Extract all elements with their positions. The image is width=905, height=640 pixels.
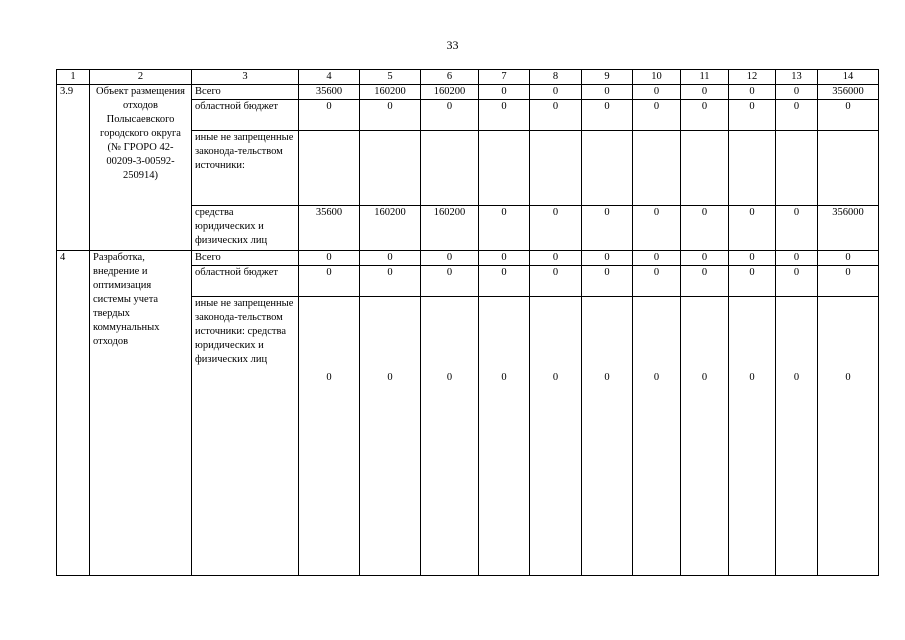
table-row <box>57 85 879 100</box>
column-header: 8 <box>530 70 582 85</box>
table-cell <box>421 131 479 206</box>
table-cell: 0 <box>729 251 776 266</box>
table-cell: 0 <box>299 100 360 131</box>
table-cell: 0 <box>530 206 582 251</box>
item-name: Объект размещения отходов Полысаевского городского округа (№ ГРОРО 42-00209-3-00592-250914) <box>90 85 192 251</box>
table-cell <box>729 297 776 576</box>
row-label: Всего <box>192 251 299 266</box>
column-header: 6 <box>421 70 479 85</box>
table-cell: 0 <box>818 100 879 131</box>
table-cell <box>729 131 776 206</box>
cell-value: 0 <box>501 372 507 383</box>
row-label: Всего <box>192 85 299 100</box>
table-cell <box>530 131 582 206</box>
table-cell: 0 <box>633 251 681 266</box>
table-cell: 35600 <box>299 206 360 251</box>
table-cell: 0 <box>479 100 530 131</box>
table-cell: 0 <box>360 251 421 266</box>
table-cell: 0 <box>360 100 421 131</box>
column-header: 13 <box>776 70 818 85</box>
cell-value: 0 <box>604 372 610 383</box>
table-cell: 0 <box>818 251 879 266</box>
table-cell: 0 <box>582 251 633 266</box>
cell-value: 0 <box>845 372 851 383</box>
table-cell: 356000 <box>818 85 879 100</box>
table-cell <box>479 297 530 576</box>
table-cell: 0 <box>633 85 681 100</box>
table-cell: 160200 <box>421 85 479 100</box>
column-header: 7 <box>479 70 530 85</box>
row-label: иные не запрещенные законода-тельством источники: средства юридических и физических лиц <box>192 297 299 576</box>
table-cell: 0 <box>530 85 582 100</box>
column-header: 10 <box>633 70 681 85</box>
table-cell <box>299 131 360 206</box>
cell-value: 0 <box>653 372 660 383</box>
table-cell: 0 <box>776 206 818 251</box>
table-cell: 0 <box>421 100 479 131</box>
table-cell <box>776 297 818 576</box>
table-cell: 0 <box>633 266 681 297</box>
table-cell: 160200 <box>360 85 421 100</box>
table-cell: 0 <box>530 100 582 131</box>
table-cell <box>421 297 479 576</box>
table-cell: 0 <box>479 206 530 251</box>
table-cell: 0 <box>582 266 633 297</box>
cell-value: 0 <box>793 372 800 383</box>
row-label: областной бюджет <box>192 100 299 131</box>
column-header: 14 <box>818 70 879 85</box>
table-cell: 0 <box>681 100 729 131</box>
funding-table <box>56 69 879 576</box>
table-cell: 0 <box>582 85 633 100</box>
table-cell <box>776 131 818 206</box>
table-cell <box>299 297 360 576</box>
table-cell <box>582 131 633 206</box>
table-cell: 0 <box>776 100 818 131</box>
table-cell <box>360 297 421 576</box>
table-cell: 0 <box>299 251 360 266</box>
table-cell <box>681 297 729 576</box>
cell-value: 0 <box>326 372 332 383</box>
table-cell: 0 <box>729 85 776 100</box>
column-header: 9 <box>582 70 633 85</box>
page-number: 33 <box>446 38 459 52</box>
row-label: средства юридических и физических лиц <box>192 206 299 251</box>
cell-value: 0 <box>701 372 708 383</box>
table-row <box>57 251 879 266</box>
table-cell: 0 <box>681 206 729 251</box>
table-cell: 0 <box>582 100 633 131</box>
table-cell <box>633 131 681 206</box>
cell-value: 0 <box>552 372 559 383</box>
table-cell: 35600 <box>299 85 360 100</box>
cell-value: 0 <box>749 372 755 383</box>
item-name: Разработка, внедрение и оптимизация системы учета твердых коммунальных отходов <box>90 251 192 576</box>
column-header: 2 <box>90 70 192 85</box>
column-header: 1 <box>57 70 90 85</box>
table-cell: 0 <box>582 206 633 251</box>
table-cell: 160200 <box>360 206 421 251</box>
item-id: 4 <box>57 251 90 576</box>
table-cell <box>582 297 633 576</box>
table-cell: 0 <box>633 206 681 251</box>
table-cell: 0 <box>421 266 479 297</box>
header-row <box>57 70 879 85</box>
table-cell: 0 <box>729 266 776 297</box>
table-cell: 356000 <box>818 206 879 251</box>
table-cell <box>530 297 582 576</box>
cell-value: 0 <box>387 372 393 383</box>
table-cell: 160200 <box>421 206 479 251</box>
item-id: 3.9 <box>57 85 90 251</box>
table-cell: 0 <box>729 206 776 251</box>
table-cell: 0 <box>479 85 530 100</box>
column-header: 5 <box>360 70 421 85</box>
table-cell: 0 <box>530 251 582 266</box>
table-cell: 0 <box>681 251 729 266</box>
table-cell: 0 <box>729 100 776 131</box>
table-cell <box>818 131 879 206</box>
table-cell <box>633 297 681 576</box>
cell-value: 0 <box>446 372 453 383</box>
table-cell: 0 <box>681 266 729 297</box>
table-cell: 0 <box>681 85 729 100</box>
table-cell: 0 <box>360 266 421 297</box>
table-cell: 0 <box>479 266 530 297</box>
table-cell: 0 <box>818 266 879 297</box>
table-cell: 0 <box>421 251 479 266</box>
table-cell: 0 <box>633 100 681 131</box>
table-cell <box>681 131 729 206</box>
column-header: 11 <box>681 70 729 85</box>
table-cell: 0 <box>776 266 818 297</box>
table-cell <box>360 131 421 206</box>
column-header: 12 <box>729 70 776 85</box>
table-cell: 0 <box>776 85 818 100</box>
table-cell <box>818 297 879 576</box>
table-cell: 0 <box>776 251 818 266</box>
table-cell: 0 <box>530 266 582 297</box>
table-cell <box>479 131 530 206</box>
table-cell: 0 <box>479 251 530 266</box>
row-label: областной бюджет <box>192 266 299 297</box>
table-cell: 0 <box>299 266 360 297</box>
row-label: иные не запрещенные законода-тельством источники: <box>192 131 299 206</box>
column-header: 3 <box>192 70 299 85</box>
column-header: 4 <box>299 70 360 85</box>
